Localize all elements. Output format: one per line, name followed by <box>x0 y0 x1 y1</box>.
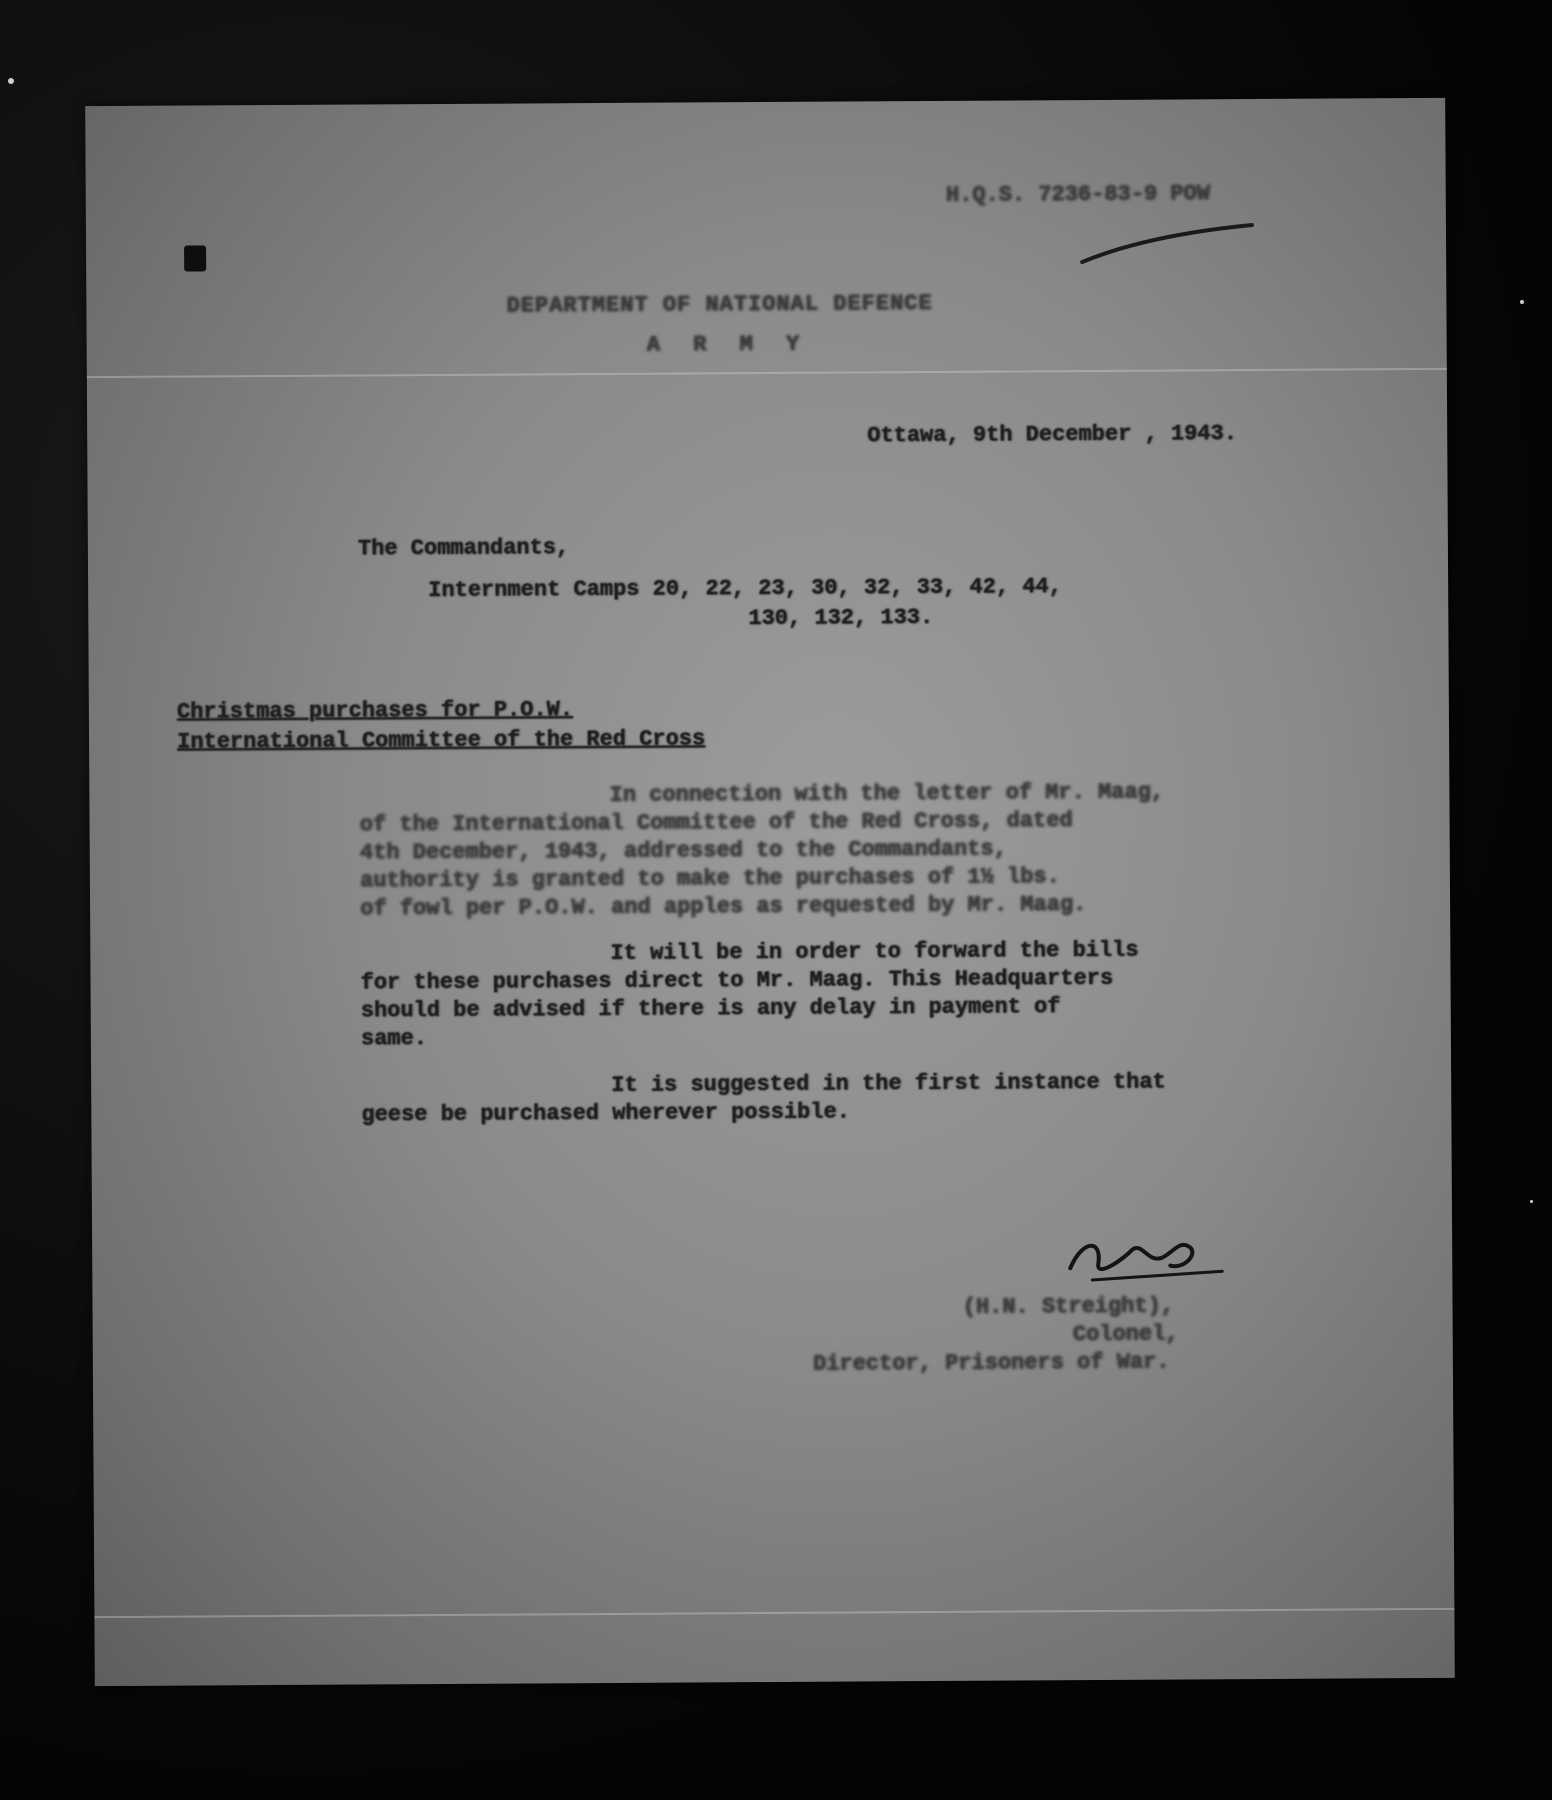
body-para2-line4: same. <box>360 1026 427 1052</box>
dust-speck <box>1520 300 1524 304</box>
body-para1-line4: authority is granted to make the purchases of 1½ lbs. <box>359 864 1060 894</box>
dust-speck <box>8 78 14 84</box>
fold-line <box>94 1608 1454 1618</box>
addressee-line-1: The Commandants, <box>357 535 570 562</box>
body-para2-line1: It will be in order to forward the bills <box>610 937 1139 966</box>
subject-line-2: International Committee of the Red Cross <box>176 726 706 755</box>
body-para3-line1: It is suggested in the first instance that <box>611 1069 1166 1098</box>
signatory-name: (H.N. Streight), <box>962 1293 1174 1320</box>
handwritten-signature <box>1062 1219 1232 1290</box>
file-reference: H.Q.S. 7236-83-9 POW <box>945 181 1210 208</box>
body-para3-line2: geese be purchased wherever possible. <box>361 1099 850 1128</box>
addressee-line-2: Internment Camps 20, 22, 23, 30, 32, 33, 42, 44, <box>428 574 1062 604</box>
fold-line <box>87 368 1447 378</box>
subject-line-1: Christmas purchases for P.O.W. <box>176 697 574 725</box>
dust-speck <box>1530 1200 1533 1203</box>
punch-mark <box>184 245 206 271</box>
signatory-rank: Colonel, <box>1072 1321 1179 1348</box>
letterhead-department: DEPARTMENT OF NATIONAL DEFENCE <box>506 290 933 319</box>
signatory-title: Director, Prisoners of War. <box>812 1349 1170 1377</box>
body-para1-line2: of the International Committee of the Red Cross, dated <box>359 808 1073 838</box>
letterhead-army: A R M Y <box>646 331 810 358</box>
reference-pen-stroke <box>1076 217 1256 268</box>
addressee-line-3: 130, 132, 133. <box>748 604 934 632</box>
body-para1-line1: In connection with the letter of Mr. Maag, <box>609 779 1164 808</box>
body-para2-line2: for these purchases direct to Mr. Maag. This Headquarters <box>360 965 1114 996</box>
body-para1-line3: 4th December, 1943, addressed to the Commandants, <box>359 836 1007 866</box>
body-para1-line5: of fowl per P.O.W. and apples as requested by Mr. Maag. <box>360 892 1087 922</box>
body-para2-line3: should be advised if there is any delay in payment of <box>360 994 1061 1024</box>
date-line: Ottawa, 9th December , 1943. <box>867 421 1237 449</box>
document-sheet <box>85 98 1455 1686</box>
